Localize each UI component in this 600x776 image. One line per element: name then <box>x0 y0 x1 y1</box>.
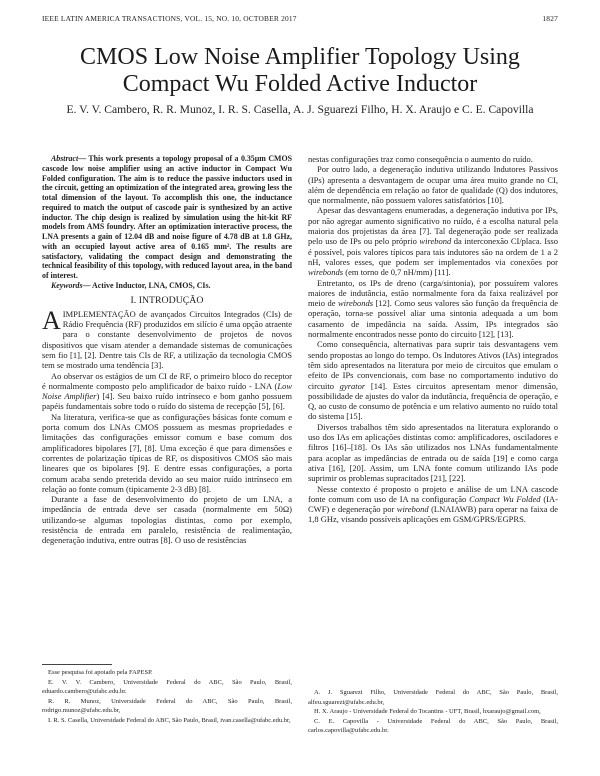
footnote-author-2: R. R. Munoz, Universidade Federal do ABC, São Paulo, Brasil, rodrigo.munoz@ufabc.edu.br, <box>42 697 292 715</box>
keywords <box>42 281 292 291</box>
intro-paragraph-4: Durante a fase de desenvolvimento do projeto de um LNA, a impedância de entrada deve ser casada (normalmente em 50Ω) utilizando-se algumas topologias distintas, como por exemplo, resistência de entrada em paralelo, resistência de realimentação, degeneração indutiva, entre outras [8]. O uso de resistências <box>42 494 292 546</box>
right-p6-b: (IA-CWF) e degeneração por <box>308 493 558 515</box>
right-paragraph-1: Por outro lado, a degeneração indutiva utilizando Indutores Passivos (IPs) apresenta a desvantagem de ocupar uma área muito grande no CI, além de dependência em relação ao fator de qualidade (Q) dos indutores, que normalmente, não possuem valores satisfatórios [10]. <box>308 164 558 206</box>
right-p2-c: (em torno de 0,7 nH/mm) [11]. <box>343 267 451 278</box>
left-column <box>42 154 292 546</box>
abstract-label: Abstract <box>51 154 79 163</box>
right-paragraph-5: Diversos trabalhos têm sido apresentados na literatura explorando o uso dos IAs em aplicações distintas como: amplificadores, osciladores e filtros [16]–[18]. Os IAs são utilizados nos LNAs fundamentalmente para acoplar as impedâncias de entrada ou de saída [19] e como carga ativa [16], [20]. Assim, um LNA fonte comum utilizando IAs pode suprimir os problemas supracitados [21], [22]. <box>308 421 558 484</box>
journal-header: IEEE LATIN AMERICA TRANSACTIONS, VOL. 15, NO. 10, OCTOBER 2017 <box>42 14 297 23</box>
right-p6-em2: wirebond <box>396 504 429 515</box>
running-header <box>42 14 558 26</box>
right-p2-a: Apesar das desvantagens enumeradas, a degeneração indutiva por IPs, por não agregar aumento significativo no ruído, é a escolha natural pela maioria dos projetistas da área [7]. Tal degeneração pode ser realizada pelo uso de IPs ou pelo próprio <box>308 205 558 247</box>
right-paragraph-3 <box>308 278 558 340</box>
footnote-author-1: E. V. V. Cambero, Universidade Federal do ABC, São Paulo, Brasil, eduardo.cambero@ufabc.edu.br. <box>42 678 292 696</box>
keywords-label: Keywords <box>51 280 83 290</box>
right-p2-em2: wirebonds <box>308 267 344 278</box>
intro-paragraph-2 <box>42 371 292 412</box>
footnote-author-4: A. J. Sguarezi Filho, Universidade Federal do ABC, São Paulo, Brasil, alfeu.sguarezi@ufabc.edu.br, <box>308 689 558 706</box>
intro-p2-a: Ao observar os estágios de um CI de RF, o primeiro bloco do receptor é normalmente composto pelo amplificador de baixo ruído - LNA ( <box>42 370 292 391</box>
page-number: 1827 <box>542 14 558 23</box>
right-p2-em1: wirebond <box>419 236 452 247</box>
right-p6-em1: Compact Wu Folded <box>469 493 541 504</box>
abstract <box>42 154 292 281</box>
right-paragraph-0: nestas configurações traz como consequência o aumento do ruído. <box>308 154 533 164</box>
footnote-author-6: C. E. Capovilla - Universidade Federal do ABC, São Paulo, Brasil, carlos.capovilla@ufabc.edu.br. <box>308 717 558 735</box>
right-p2-b: da interconexão CI/placa. Isso é possível, pois valores típicos para tais indutores são na ordem de 1 a 2 nH, valores esses, que podem ser implementados via conexões por <box>308 236 558 267</box>
right-paragraph-4 <box>308 339 558 421</box>
paper-title: CMOS Low Noise Amplifier Topology Using Compact Wu Folded Active Inductor <box>80 44 520 97</box>
right-column <box>308 154 558 525</box>
right-p3-b: [12]. Como seus valores são função da frequência de operação, torna-se possível aliar uma sintonia adequada a um bom casamento de impedância na saída. Assim, IPs integrados são normalmente encontrados nesse ponto do circuito [12], [13]. <box>308 298 558 340</box>
drop-cap: A <box>42 305 61 335</box>
intro-lead-word: IMPLEMENTAÇÃO <box>62 308 136 319</box>
footnotes-right <box>308 688 558 736</box>
right-p4-a: Como consequência, alternativas para suprir tais desvantagens vem sendo propostas ao longo do tempo. Os Indutores Ativos (IAs) integrados têm sido apresentados na literatura por meio de circuitos que emulam o efeito de IPs convencionais, com base no comportamento indutivo do circuito <box>308 339 559 391</box>
right-p6-c: (LNAIAWB) para operar na faixa de 1,8 GHz, visando possíveis aplicações em GSM/GPRS/EGPRS. <box>308 504 558 525</box>
section-heading-introduction: I. INTRODUÇÃO <box>130 294 204 306</box>
right-p3-em: wirebonds <box>337 298 374 309</box>
footnote-author-5: H. X. Araujo - Universidade Federal do Tocantins - UFT, Brasil, hxaraujo@gmail.com, <box>314 708 541 716</box>
right-p3-a: Entretanto, os IPs de dreno (carga/sintonia), por possuírem valores maiores de indutância, estão normalmente fora da faixa realizável por meio de <box>308 277 558 309</box>
right-p6-a: Nesse contexto é proposto o projeto e análise de um LNA cascode fonte comum com uso de IA na configuração <box>308 483 558 504</box>
intro-p2-em: Low Noise Amplifier <box>42 380 292 402</box>
abstract-text: — This work presents a topology proposal of a 0.35µm CMOS cascode low noise amplifier using an active inductor in Compact Wu Folded configuration. The aim is to reduce the passive inductors used in the circuit, getting an optimization of the integrated area, growing less the total dimension of the layout. To accomplish this one, the inductance required to match the output of cascode pair is synthesized by an active inductor. The chip design is realized by simulation using the hit-kit RF models from AMS foundry. After an optimization interactive process, the LNA presents a gain of 12.04 dB and noise figure of 4.78 dB at 1.8 GHz, with an occupied layout active area of 0.165 mm². The results are satisfactory, validating the compact design and demonstrating the technical feasibility of this topology, with reduced layout area, in the band of interest. <box>42 154 292 280</box>
footnotes-left <box>42 668 292 726</box>
footnote-funding: Esse pesquisa foi apoiado pela FAPESP. <box>48 669 153 676</box>
right-p4-em: gyrator <box>339 380 366 391</box>
footnote-author-3: I. R. S. Casella, Universidade Federal do ABC, São Paulo, Brasil, ivan.casella@ufabc.edu.br, <box>48 716 291 724</box>
intro-paragraph-1 <box>42 305 292 371</box>
right-p4-b: [14]. Estes circuitos apresentam menor dimensão, possibilidade de ajustes do valor da indutância, frequência de operação, e Q, ao custo de consumo de potência e um relativo aumento no ruído total do sistema [15]. <box>308 380 558 422</box>
footnote-rule <box>42 664 112 665</box>
right-paragraph-6 <box>308 484 558 525</box>
author-list: E. V. V. Cambero, R. R. Munoz, I. R. S. Casella, A. J. Sguarezi Filho, H. X. Araujo e C. E. Capovilla <box>66 103 534 116</box>
keywords-text: — Active Inductor, LNA, CMOS, CIs. <box>82 280 211 290</box>
intro-p2-b: ) [4]. Seu baixo ruído intrínseco e bom ganho possuem papéis fundamentais sobre todo o ruído do sistema de recepção [5], [6]. <box>42 391 292 412</box>
intro-paragraph-3: Na literatura, verifica-se que as configurações básicas fonte comum e porta comum dos LNAs CMOS possuem as mesmas propriedades e limitações das configurações emissor comum e base comum dos amplificadores bipolares [7], [8]. Uma exceção é que para dimensões e correntes de polarização típicas de RF, os dispositivos CMOS são mais lineares que os bipolares [9]. E dentre essas configurações, a porta comum acaba sendo preterida devido ao seu maior ruído intrínseco em relação ao fonte comum (tipicamente 2-3 dB) [8]. <box>42 411 292 494</box>
right-paragraph-2 <box>308 205 558 277</box>
intro-p1-text: de avançados Circuitos Integrados (CIs) de Rádio Frequência (RF) produzidos em silício é uma opção atraente para o constante desenvolvimento de projetos de novos dispositivos que visam atender a demandade sistemas de comunicações sem fio [1], [2]. Dentre tais CIs de RF, a utilização da tecnologia CMOS tem se mostrado uma tendência [3]. <box>42 308 292 371</box>
